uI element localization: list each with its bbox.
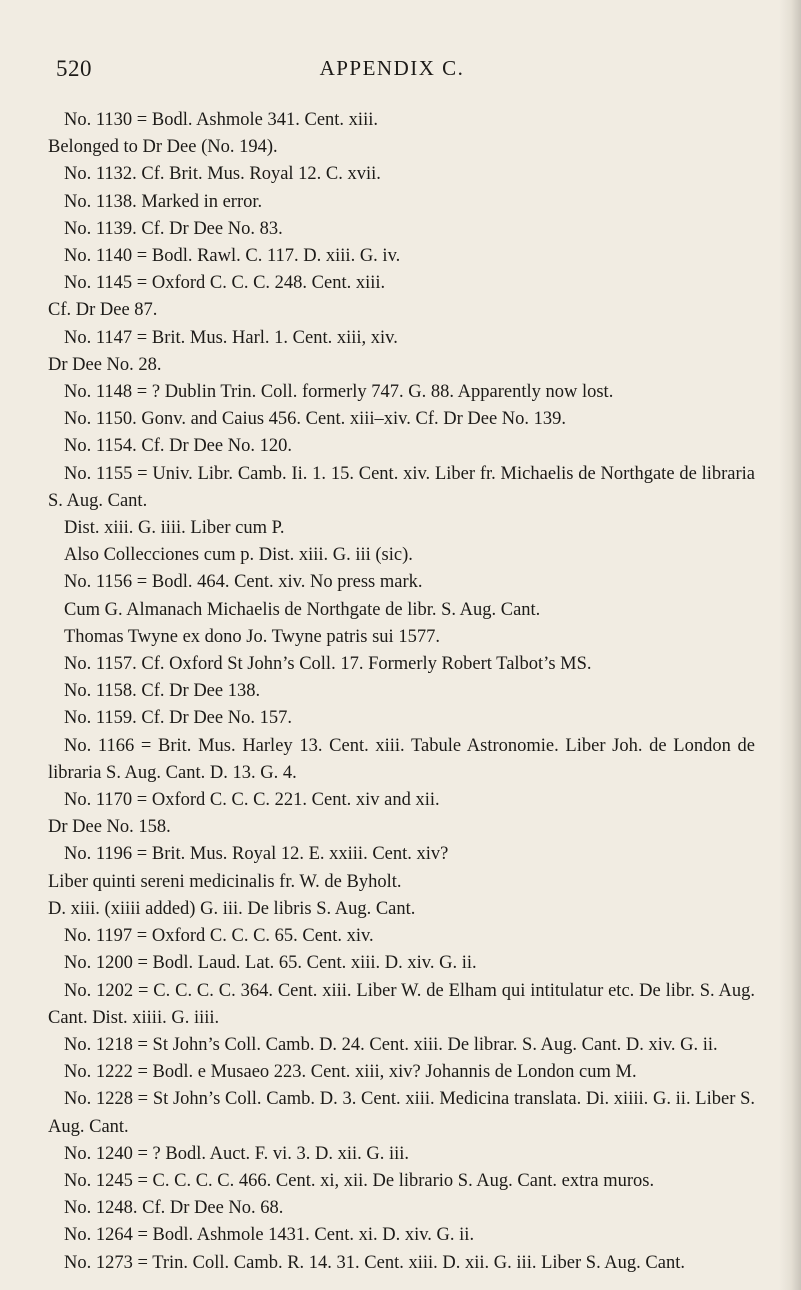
entry-line: No. 1156 = Bodl. 464. Cent. xiv. No press mark. xyxy=(64,572,423,593)
entry-line: No. 1222 = Bodl. e Musaeo 223. Cent. xiii, xiv? Johannis de London cum M. xyxy=(64,1062,637,1083)
entry-line: No. 1196 = Brit. Mus. Royal 12. E. xxiii. Cent. xiv? xyxy=(64,844,449,865)
entry-line: Dist. xiii. G. iiii. Liber cum P. xyxy=(64,518,285,539)
page-number: 520 xyxy=(56,56,92,81)
page-edge-shadow xyxy=(779,0,801,1290)
entry-continuation: Belonged to Dr Dee (No. 194). xyxy=(48,137,278,158)
entry-line: No. 1154. Cf. Dr Dee No. 120. xyxy=(64,436,292,457)
entry-continuation: Cf. Dr Dee 87. xyxy=(48,300,158,321)
entry-line: Also Collecciones cum p. Dist. xiii. G. iii (sic). xyxy=(64,545,413,566)
entry-continuation: D. xiii. (xiiii added) G. iii. De libris S. Aug. Cant. xyxy=(48,898,416,919)
entry-line: No. 1139. Cf. Dr Dee No. 83. xyxy=(64,218,283,239)
entry-line: No. 1197 = Oxford C. C. C. 65. Cent. xiv. xyxy=(64,926,374,947)
entry-continuation: Dr Dee No. 158. xyxy=(48,817,171,838)
entry-line: No. 1170 = Oxford C. C. C. 221. Cent. xiv and xii. xyxy=(64,790,440,811)
page-header xyxy=(56,56,728,86)
entry-continuation: Dr Dee No. 28. xyxy=(48,354,162,375)
entry-line: No. 1166 = Brit. Mus. Harley 13. Cent. xiii. Tabule Astronomie. Liber Joh. de London de libraria S. Aug. Cant. D. 13. G. 4. xyxy=(48,735,755,783)
entry-line: Cum G. Almanach Michaelis de Northgate de libr. S. Aug. Cant. xyxy=(64,599,541,620)
entry-line: No. 1155 = Univ. Libr. Camb. Ii. 1. 15. Cent. xiv. Liber fr. Michaelis de Northgate de libraria S. Aug. Cant. xyxy=(48,463,755,511)
entry-line: No. 1228 = St John’s Coll. Camb. D. 3. Cent. xiii. Medicina translata. Di. xiiii. G. ii. Liber S. Aug. Cant. xyxy=(48,1089,755,1137)
entry-line: No. 1158. Cf. Dr Dee 138. xyxy=(64,681,261,702)
entry-line: No. 1200 = Bodl. Laud. Lat. 65. Cent. xiii. D. xiv. G. ii. xyxy=(64,953,477,974)
entry-line: No. 1132. Cf. Brit. Mus. Royal 12. C. xvii. xyxy=(64,164,381,185)
entry-line: No. 1145 = Oxford C. C. C. 248. Cent. xiii. xyxy=(64,273,386,294)
entry-line: No. 1140 = Bodl. Rawl. C. 117. D. xiii. G. iv. xyxy=(64,246,401,267)
entry-line: No. 1240 = ? Bodl. Auct. F. vi. 3. D. xii. G. iii. xyxy=(64,1143,410,1164)
appendix-entries xyxy=(48,107,755,1277)
entry-line: No. 1245 = C. C. C. C. 466. Cent. xi, xii. De librario S. Aug. Cant. extra muros. xyxy=(64,1170,655,1191)
entry-line: No. 1264 = Bodl. Ashmole 1431. Cent. xi. D. xiv. G. ii. xyxy=(64,1225,475,1246)
entry-line: No. 1248. Cf. Dr Dee No. 68. xyxy=(64,1198,284,1219)
running-head: APPENDIX C. xyxy=(319,56,465,80)
entry-line: No. 1150. Gonv. and Caius 456. Cent. xiii–xiv. Cf. Dr Dee No. 139. xyxy=(64,409,567,430)
entry-line: Thomas Twyne ex dono Jo. Twyne patris sui 1577. xyxy=(64,626,440,647)
entry-continuation: Liber quinti sereni medicinalis fr. W. de Byholt. xyxy=(48,871,402,892)
entry-line: No. 1130 = Bodl. Ashmole 341. Cent. xiii. xyxy=(64,110,378,130)
entry-line: No. 1157. Cf. Oxford St John’s Coll. 17. Formerly Robert Talbot’s MS. xyxy=(64,654,592,675)
entry-line: No. 1218 = St John’s Coll. Camb. D. 24. Cent. xiii. De librar. S. Aug. Cant. D. xiv. G. ii. xyxy=(64,1034,718,1055)
entry-line: No. 1202 = C. C. C. C. 364. Cent. xiii. Liber W. de Elham qui intitulatur etc. De libr. S. Aug. Cant. Dist. xiiii. G. iiii. xyxy=(48,980,755,1028)
entry-line: No. 1138. Marked in error. xyxy=(64,191,263,212)
entry-line: No. 1148 = ? Dublin Trin. Coll. formerly 747. G. 88. Apparently now lost. xyxy=(64,382,614,403)
entry-line: No. 1273 = Trin. Coll. Camb. R. 14. 31. Cent. xiii. D. xii. G. iii. Liber S. Aug. Cant. xyxy=(64,1252,685,1273)
entry-line: No. 1159. Cf. Dr Dee No. 157. xyxy=(64,708,292,729)
entry-line: No. 1147 = Brit. Mus. Harl. 1. Cent. xiii, xiv. xyxy=(64,327,398,348)
